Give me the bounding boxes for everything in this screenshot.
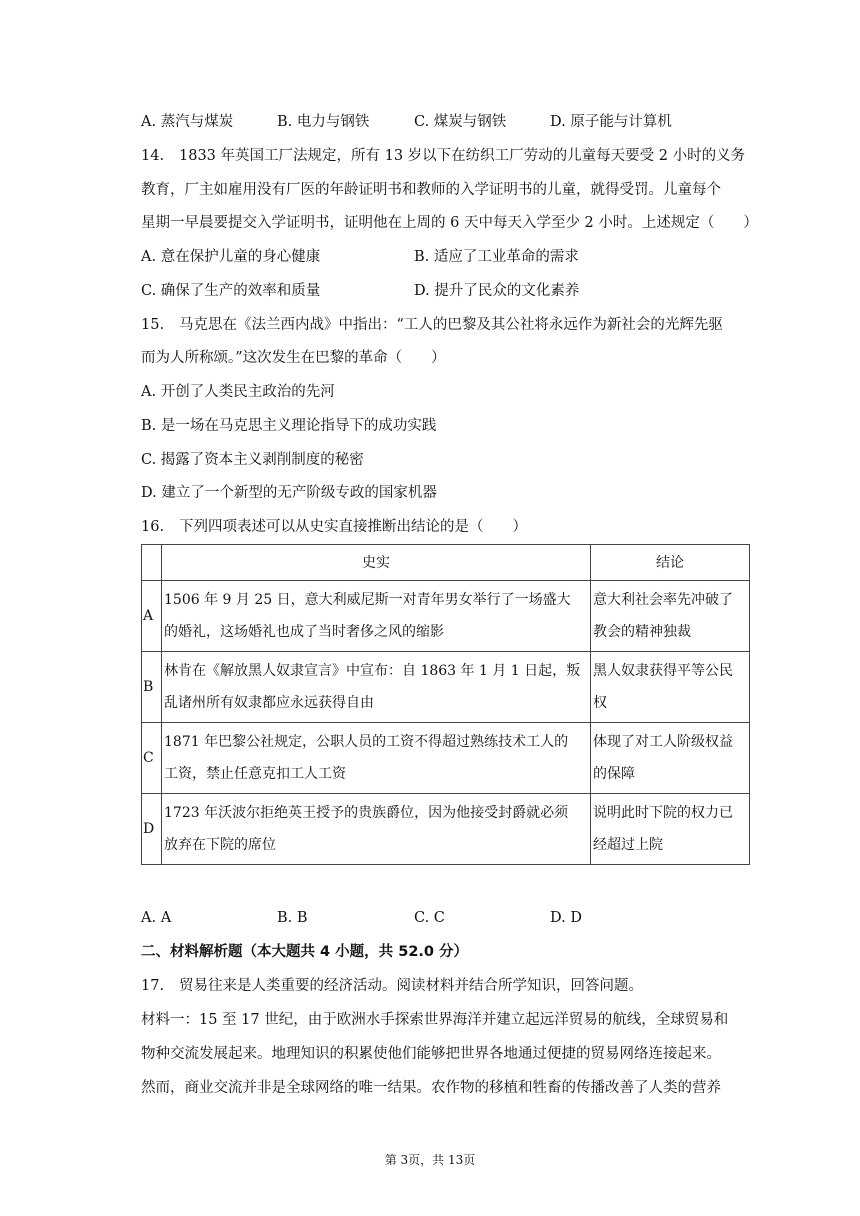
row-conclusion-c: 体现了对工人阶级权益 的保障 — [591, 723, 750, 794]
q17-material-line-1: 材料一：15 至 17 世纪，由于欧洲水手探索世界海洋并建立起远洋贸易的航线，全球贸易和 — [141, 1012, 729, 1028]
section-heading: 二、材料解析题（本大题共 4 小题，共 52.0 分） — [141, 944, 469, 960]
q16-stem: 16. 下列四项表述可以从史实直接推断出结论的是（ ） — [141, 519, 527, 535]
row-fact-a: 1506 年 9 月 25 日，意大利威尼斯一对青年男女举行了一场盛大 的婚礼，这场婚礼也成了当时奢侈之风的缩影 — [162, 581, 591, 652]
table-header-blank — [142, 545, 162, 581]
row-conclusion-b: 黑人奴隶获得平等公民 权 — [591, 652, 750, 723]
q17-material-line-3: 然而，商业交流并非是全球网络的唯一结果。农作物的移植和牲畜的传播改善了人类的营养 — [141, 1080, 721, 1096]
q15-option-b: B. 是一场在马克思主义理论指导下的成功实践 — [141, 418, 437, 434]
q17-stem: 17. 贸易往来是人类重要的经济活动。阅读材料并结合所学知识，回答问题。 — [141, 978, 643, 994]
q13-option-d: D. 原子能与计算机 — [550, 114, 672, 130]
table-header-conclusion: 结论 — [591, 545, 750, 581]
q16-number: 16. — [141, 519, 165, 535]
q14-option-b: B. 适应了工业革命的需求 — [414, 249, 579, 265]
row-fact-c: 1871 年巴黎公社规定，公职人员的工资不得超过熟练技术工人的 工资，禁止任意克扣工人工资 — [162, 723, 591, 794]
q13-option-a: A. 蒸汽与煤炭 — [141, 114, 234, 130]
q15-stem-line-1: 15. 马克思在《法兰西内战》中指出：“工人的巴黎及其公社将永远作为新社会的光辉先驱 — [141, 317, 723, 333]
row-label-a: A — [142, 581, 162, 652]
table-row — [142, 652, 750, 723]
page-footer: 第 3页，共 13页 — [384, 1153, 476, 1167]
row-label-c: C — [142, 723, 162, 794]
q13-option-b: B. 电力与钢铁 — [277, 114, 370, 130]
q15-option-c: C. 揭露了资本主义剥削制度的秘密 — [141, 452, 364, 468]
q17-number: 17. — [141, 978, 165, 994]
q14-stem-line-3: 星期一早晨要提交入学证明书，证明他在上周的 6 天中每天入学至少 2 小时。上述规定（ ） — [141, 215, 758, 231]
q14-number: 14. — [141, 148, 165, 164]
q15-stem-line-2: 而为人所称颂。”这次发生在巴黎的革命（ ） — [141, 350, 446, 366]
table-row — [142, 794, 750, 865]
row-fact-b: 林肯在《解放黑人奴隶宣言》中宣布：自 1863 年 1 月 1 日起，叛 乱诸州所有奴隶都应永远获得自由 — [162, 652, 591, 723]
row-conclusion-a: 意大利社会率先冲破了 教会的精神独裁 — [591, 581, 750, 652]
row-label-b: B — [142, 652, 162, 723]
q15-option-a: A. 开创了人类民主政治的先河 — [141, 384, 335, 400]
history-facts-table — [141, 544, 750, 865]
q14-option-c: C. 确保了生产的效率和质量 — [141, 283, 321, 299]
q16-option-b: B. B — [277, 910, 308, 926]
q14-option-d: D. 提升了民众的文化素养 — [414, 283, 580, 299]
q15-number: 15. — [141, 317, 165, 333]
row-fact-d: 1723 年沃波尔拒绝英王授予的贵族爵位，因为他接受封爵就必须 放弃在下院的席位 — [162, 794, 591, 865]
row-label-d: D — [142, 794, 162, 865]
table-header-fact: 史实 — [162, 545, 591, 581]
q14-stem-line-2: 教育，厂主如雇用没有厂医的年龄证明书和教师的入学证明书的儿童，就得受罚。儿童每个 — [141, 182, 721, 198]
q17-material-line-2: 物种交流发展起来。地理知识的积累使他们能够把世界各地通过便捷的贸易网络连接起来。 — [141, 1046, 721, 1062]
table-header-row — [142, 545, 750, 581]
q14-option-a: A. 意在保护儿童的身心健康 — [141, 249, 321, 265]
q15-option-d: D. 建立了一个新型的无产阶级专政的国家机器 — [141, 485, 437, 501]
table-row — [142, 581, 750, 652]
row-conclusion-d: 说明此时下院的权力已 经超过上院 — [591, 794, 750, 865]
q16-option-c: C. C — [414, 910, 445, 926]
q16-option-a: A. A — [141, 910, 172, 926]
q14-stem-line-1: 14. 1833 年英国工厂法规定，所有 13 岁以下在纺织工厂劳动的儿童每天要受 2 小时的义务 — [141, 148, 746, 164]
q16-option-d: D. D — [550, 910, 582, 926]
table-row — [142, 723, 750, 794]
q13-option-c: C. 煤炭与钢铁 — [414, 114, 507, 130]
